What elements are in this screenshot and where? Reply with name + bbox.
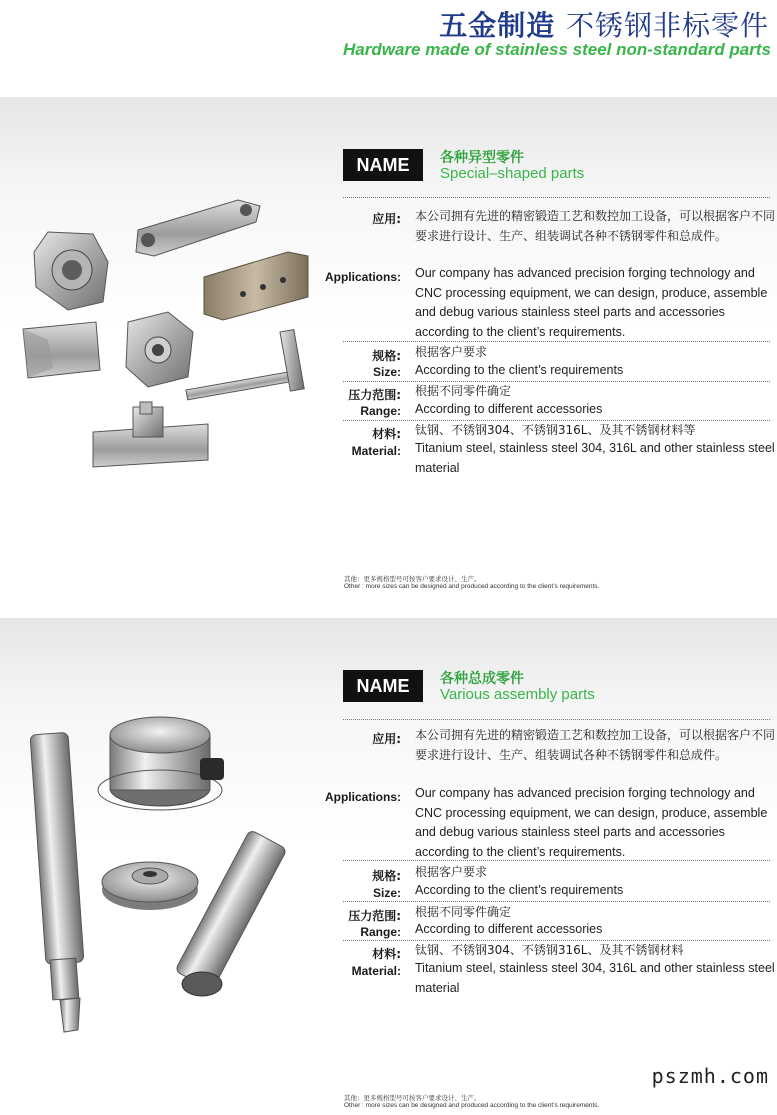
range-label-cn: 压力范围: <box>348 909 401 923</box>
applications-text-cn: 本公司拥有先进的精密锻造工艺和数控加工设备，可以根据客户不同要求进行设计、生产、组装调试各种不锈钢零件和总成件。 <box>415 209 776 243</box>
material-label-en: Material: <box>351 444 401 458</box>
name-box: NAME <box>343 670 423 702</box>
applications-text-en: Our company has advanced precision forging technology and CNC processing equipment, we can design, produce, assemble and debug various stainless steel parts and accessories according to the client’s requirements. <box>415 786 768 859</box>
wedge-block-part <box>23 322 100 378</box>
range-text-cn: 根据不同零件确定 <box>415 384 512 398</box>
footnote-cn: 其他：更多规格型号可按客户要求设计、生产。 <box>344 575 481 583</box>
range-text-en: According to different accessories <box>415 922 603 936</box>
size-text-cn: 根据客户要求 <box>415 865 488 879</box>
applications-label-cn: 应用: <box>372 732 401 746</box>
product-photo-assembly-parts <box>10 710 310 1040</box>
title-cn-bold: 五金制造 <box>439 9 556 42</box>
category-title-en: Various assembly parts <box>440 686 595 703</box>
size-label-cn: 规格: <box>372 869 401 883</box>
category-title-en: Special–shaped parts <box>440 165 585 182</box>
name-box: NAME <box>343 149 423 181</box>
range-text-cn: 根据不同零件确定 <box>415 905 512 919</box>
material-text-en: Titanium steel, stainless steel 304, 316L and other stainless steel material <box>415 441 775 475</box>
section-various-assembly-parts <box>0 618 777 1115</box>
footnote <box>344 575 599 591</box>
footnote-cn: 其他：更多规格型号可按客户要求设计、生产。 <box>344 1094 481 1102</box>
page-header <box>0 0 777 96</box>
size-text-cn: 根据客户要求 <box>415 345 488 359</box>
watermark: pszmh.com <box>651 1064 769 1088</box>
long-rod-assembly <box>30 732 84 1032</box>
range-label-en: Range: <box>360 404 401 418</box>
size-label-cn: 规格: <box>372 349 401 363</box>
product-photo-special-parts <box>8 192 318 482</box>
title-cn-light: 不锈钢非标零件 <box>565 9 769 42</box>
shaft-part <box>186 330 304 400</box>
category-title-cn: 各种总成零件 <box>440 671 524 687</box>
material-text-cn: 钛钢、不锈钢304、不锈钢316L、及其不锈钢材料等 <box>415 423 696 437</box>
sensor-housing-assembly <box>98 717 224 810</box>
footnote <box>344 1094 599 1110</box>
divider <box>343 341 770 342</box>
divider <box>343 719 770 720</box>
applications-text-cn: 本公司拥有先进的精密锻造工艺和数控加工设备，可以根据客户不同要求进行设计、生产、组装调试各种不锈钢零件和总成件。 <box>415 728 776 762</box>
footnote-en: Other : more sizes can be designed and produced according to the client’s requirements. <box>344 583 600 590</box>
applications-label-en: Applications: <box>324 270 401 284</box>
shaped-block-part <box>204 252 308 320</box>
flange-disk-assembly <box>102 862 198 910</box>
applications-text-en: Our company has advanced precision forging technology and CNC processing equipment, we can design, produce, assemble and debug various stainless steel parts and accessories according to the client’s requirements. <box>415 266 768 339</box>
page-title-cn <box>439 4 769 44</box>
size-label-en: Size: <box>372 365 401 379</box>
divider <box>343 197 770 198</box>
size-text-en: According to the client’s requirements <box>415 363 624 377</box>
applications-label-cn: 应用: <box>372 212 401 226</box>
category-title-cn: 各种异型零件 <box>440 150 524 166</box>
material-label-cn: 材料: <box>372 427 401 441</box>
range-text-en: According to different accessories <box>415 402 603 416</box>
page-title-en: Hardware made of stainless steel non-standard parts <box>343 40 771 59</box>
applications-label-en: Applications: <box>324 790 401 804</box>
section-special-shaped-parts <box>0 97 777 611</box>
divider <box>343 860 770 861</box>
bracket-part <box>93 402 208 467</box>
star-flange-part <box>34 232 108 310</box>
material-label-en: Material: <box>351 964 401 978</box>
range-label-en: Range: <box>360 925 401 939</box>
cube-block-part <box>126 312 193 387</box>
divider <box>343 901 770 902</box>
footnote-en: Other : more sizes can be designed and produced according to the client’s requirements. <box>344 1102 600 1109</box>
link-arm-part <box>136 200 260 256</box>
range-label-cn: 压力范围: <box>348 388 401 402</box>
tube-assembly <box>175 830 287 996</box>
size-text-en: According to the client’s requirements <box>415 883 624 897</box>
size-label-en: Size: <box>372 886 401 900</box>
material-text-en: Titanium steel, stainless steel 304, 316L and other stainless steel material <box>415 961 775 995</box>
material-text-cn: 钛钢、不锈钢304、不锈钢316L、及其不锈钢材料 <box>415 943 684 957</box>
material-label-cn: 材料: <box>372 947 401 961</box>
